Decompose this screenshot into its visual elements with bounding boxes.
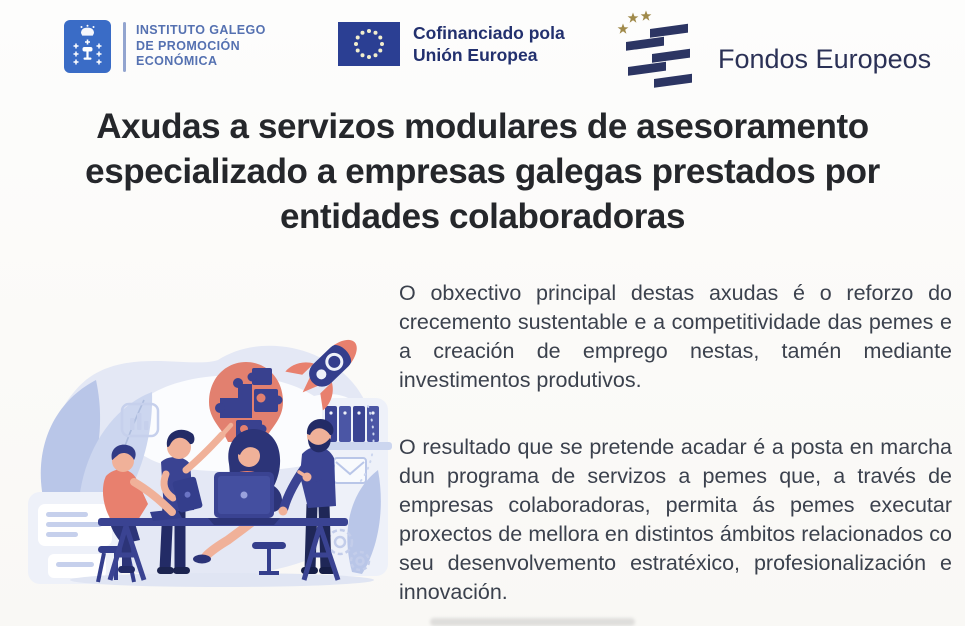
igape-logo-text xyxy=(136,23,266,70)
title-line3: entidades colaboradoras xyxy=(279,197,686,236)
igape-line2: DE PROMOCIÓN xyxy=(136,38,241,53)
fondos-europeos-label: Fondos Europeos xyxy=(718,43,932,74)
fondos-europeos-logo xyxy=(616,8,931,92)
title-line1: Axudas a servizos modulares de asesoramento xyxy=(96,107,869,146)
eu-cofunded-logo xyxy=(338,22,565,66)
eu-flag-icon xyxy=(338,22,400,66)
eu-line2: Unión Europea xyxy=(413,45,538,65)
eu-line1: Cofinanciado pola xyxy=(413,23,565,43)
body-text xyxy=(399,279,952,607)
result-paragraph: O resultado que se pretende acadar é a posta en marcha dun programa de servizos a pemes que, a través de empresas colaboradoras, permita ás pemes executar proxectos de mellora en distintos ámbitos relacionados co seu desenvolvemento estratéxico, profesionalización e innovación. xyxy=(399,435,952,604)
igape-line3: ECONÓMICA xyxy=(136,54,218,69)
igape-line1: INSTITUTO GALEGO xyxy=(136,23,266,38)
igape-emblem-icon xyxy=(64,20,111,73)
logo-row xyxy=(0,0,965,100)
laptop xyxy=(208,472,280,525)
title-line2: especializado a empresas galegas prestados por xyxy=(85,152,880,191)
igape-logo xyxy=(64,20,266,73)
objective-paragraph: O obxectivo principal destas axudas é o reforzo do crecemento sustentable e a competitividade das pemes e a creación de emprego nestas, tamén mediante investimentos produtivos. xyxy=(399,281,952,392)
logo-separator xyxy=(123,22,126,72)
eu-logo-text xyxy=(413,22,565,66)
fondos-europeos-icon xyxy=(616,8,704,92)
scan-artifact xyxy=(430,618,635,626)
team-meeting-illustration xyxy=(22,314,396,592)
page-title xyxy=(0,104,965,239)
